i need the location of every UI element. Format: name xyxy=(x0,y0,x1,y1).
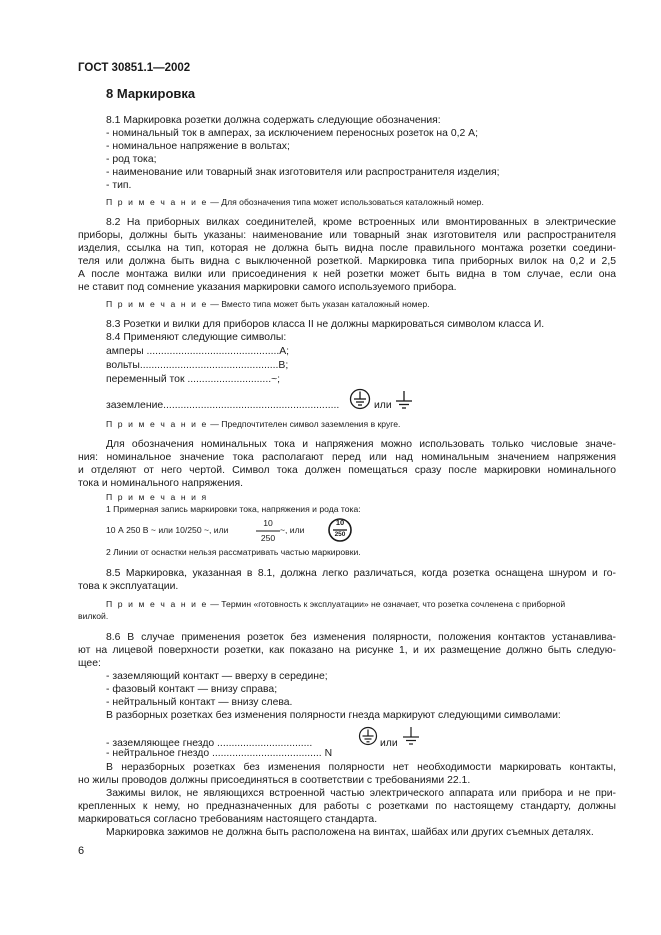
list-item: - фазовый контакт — внизу справа; xyxy=(106,684,278,695)
neutral-socket-line: - нейтральное гнездо ...................................... N xyxy=(106,748,333,759)
clause-8-2-line: А после монтажа вилки или присоединения к ней розетки может быть видна в том случае, если она xyxy=(78,269,616,280)
clause-8-4-intro: 8.4 Применяют следующие символы: xyxy=(106,332,287,343)
notes-label: П р и м е ч а н и я xyxy=(106,492,208,502)
clamps-line: маркироваться согласно требованиям настоящего стандарта. xyxy=(78,814,378,825)
rated-values-line: и отделяют от него чертой. Символ тока должен помещаться сразу после маркировки номинального xyxy=(78,465,616,476)
note-text: — Вместо типа может быть указан каталожный номер. xyxy=(207,299,430,309)
note-label: П р и м е ч а н и е xyxy=(106,197,208,207)
list-item: - тип. xyxy=(106,180,132,191)
clause-8-5-line: това к эксплуатации. xyxy=(78,581,179,592)
earth-icon xyxy=(401,725,421,747)
circled-earth-icon xyxy=(358,726,378,746)
note-label: П р и м е ч а н и е xyxy=(106,599,208,609)
symbol-line-volts: вольты................................................В; xyxy=(106,360,289,371)
or-word: или xyxy=(380,738,398,749)
page-number: 6 xyxy=(78,845,85,857)
fraction-bar xyxy=(256,530,280,532)
rated-values-line: Для обозначения номинальных тока и напряжения можно использовать только числовые значе- xyxy=(106,439,616,450)
earth-icon xyxy=(394,389,414,411)
nonseparable-line: но жилы проводов должны присоединяться в соответствии с требованиями 22.1. xyxy=(78,775,471,786)
clause-8-3: 8.3 Розетки и вилки для приборов класса II не должны маркироваться символом класса И. xyxy=(106,319,545,330)
note-2: 2 Линии от оснастки нельзя рассматривать частью маркировки. xyxy=(106,547,361,557)
note-8-4 xyxy=(106,419,400,430)
fraction-numerator: 10 xyxy=(263,518,273,528)
list-item: - заземляющий контакт — вверху в середине; xyxy=(106,671,328,682)
or-word: или xyxy=(374,400,392,411)
note-text: — Термин «готовность к эксплуатации» не означает, что розетка сочленена с приборной xyxy=(207,599,566,609)
note-1: 1 Примерная запись маркировки тока, напряжения и рода тока: xyxy=(106,504,361,514)
section-title: 8 Маркировка xyxy=(106,86,196,101)
earth-socket-line: - заземляющее гнездо ................................. xyxy=(106,738,313,749)
clause-8-2-line: не ставит под сомнение указания маркировки самого используемого прибора. xyxy=(78,282,457,293)
clause-8-2-line: приборы, должны быть указаны: наименование или товарный знак изготовителя или распространителя xyxy=(78,230,616,241)
note-8-5-cont: вилкой. xyxy=(78,611,109,621)
marking-example-cont: ~, или xyxy=(280,525,305,535)
clause-8-2-line: 8.2 На приборных вилках соединителей, кроме встроенных или вмонтированных в электрические xyxy=(106,217,616,228)
clause-8-6-line: 8.6 В случае применения розеток без изменения полярности, положения контактов устанавлива- xyxy=(106,632,616,643)
rated-values-line: тока и номинального напряжения. xyxy=(78,478,243,489)
symbol-line-ac: переменный ток .............................~; xyxy=(106,374,281,385)
clamps-line: Зажимы вилок, не являющихся встроенной частью электрического аппарата или прибора и не при- xyxy=(106,788,616,799)
symbol-line-amperes: амперы ..............................................А; xyxy=(106,346,290,357)
badge-denominator: 250 xyxy=(334,531,346,538)
circled-earth-icon xyxy=(349,388,371,410)
note-label: П р и м е ч а н и е xyxy=(106,299,208,309)
sockets-intro: В разборных розетках без изменения полярности гнезда маркируют следующими символами: xyxy=(106,710,561,721)
clause-8-5-line: 8.5 Маркировка, указанная в 8.1, должна легко различаться, когда розетка оснащена шнуром и го- xyxy=(106,568,616,579)
symbol-line-earth: заземление............................................................. xyxy=(106,400,340,411)
clause-8-1-intro: 8.1 Маркировка розетки должна содержать следующие обозначения: xyxy=(106,115,441,126)
clause-8-6-line: ют на лицевой поверхности розетки, как показано на рисунке 1, и их размещение должно быть следую- xyxy=(78,645,616,656)
note-text: — Предпочтителен символ заземления в круге. xyxy=(207,419,401,429)
nonseparable-line: В неразборных розетках без изменения полярности нет необходимости маркировать контакты, xyxy=(106,762,616,773)
clause-8-6-line: щее: xyxy=(78,658,101,669)
list-item: - наименование или товарный знак изготовителя или распространителя изделия; xyxy=(106,167,500,178)
list-item: - номинальное напряжение в вольтах; xyxy=(106,141,290,152)
badge-numerator: 10 xyxy=(335,518,345,527)
final-paragraph: Маркировка зажимов не должна быть расположена на винтах, шайбах или других съемных деталях. xyxy=(106,827,594,838)
note-text: — Для обозначения типа может использоваться каталожный номер. xyxy=(207,197,484,207)
fraction-denominator: 250 xyxy=(260,533,276,543)
note-8-1 xyxy=(106,197,484,208)
list-item: - номинальный ток в амперах, за исключением переносных розеток на 0,2 А; xyxy=(106,128,478,139)
list-item: - нейтральный контакт — внизу слева. xyxy=(106,697,293,708)
note-label: П р и м е ч а н и е xyxy=(106,419,208,429)
clamps-line: крепленных к нему, но предназначенных для работы с розетками по настоящему стандарту, должны xyxy=(78,801,616,812)
clause-8-2-line: изделия, ссылка на тип, которая не должна быть видна после правильного монтажа розетки соедини- xyxy=(78,243,616,254)
note-8-5 xyxy=(106,599,565,610)
marking-example: 10 А 250 В ~ или 10/250 ~, или xyxy=(106,525,229,535)
rated-values-line: ния: номинальное значение тока располагают перед или над номинальным значением напряжения xyxy=(78,452,616,463)
note-8-2 xyxy=(106,299,430,310)
standard-header: ГОСТ 30851.1—2002 xyxy=(78,62,191,74)
list-item: - род тока; xyxy=(106,154,157,165)
clause-8-2-line: теля или должна быть видна с выключенной розеткой. Маркировка типа приборных вилок на 0,2 и 2,5 xyxy=(78,256,616,267)
